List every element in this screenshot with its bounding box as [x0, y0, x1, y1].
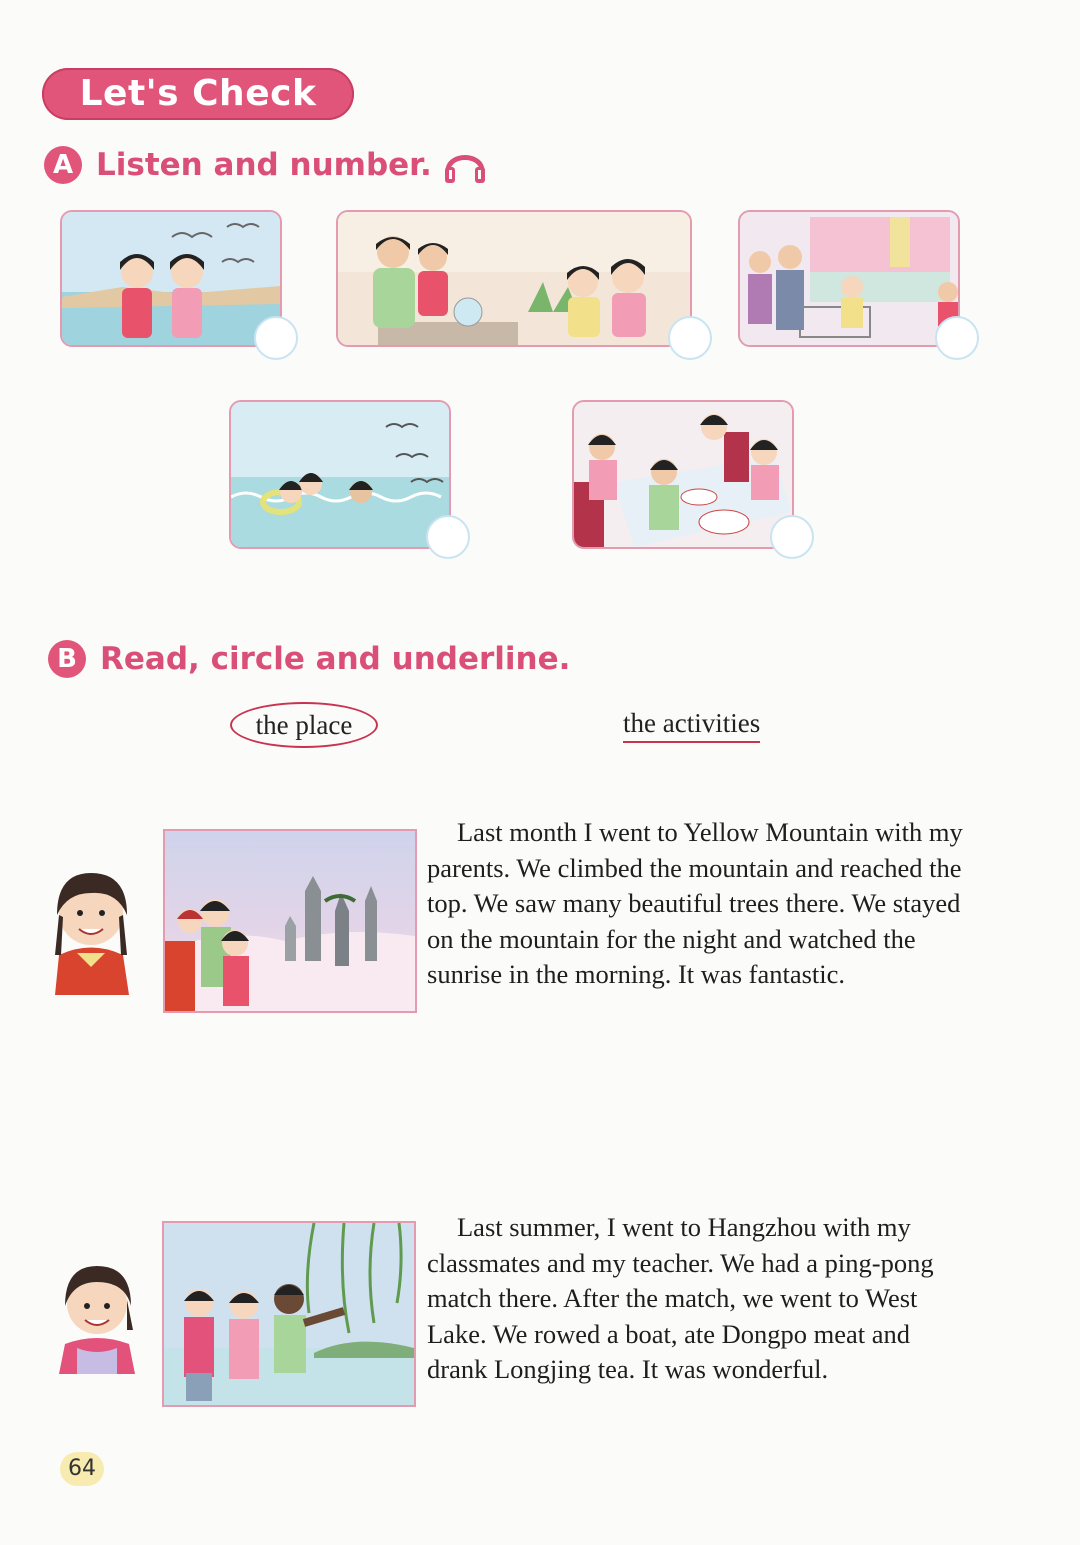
listen-picture-3	[738, 210, 960, 347]
section-a-badge: A	[44, 146, 82, 184]
answer-circle-2[interactable]	[668, 316, 712, 360]
listen-picture-2	[336, 210, 692, 347]
passage-2-text: Last summer, I went to Hangzhou with my classmates and my teacher. We had a ping-pong match there. After the match, we went to West Lake. We rowed a boat, ate Dongpo meat and drank Longjing tea. It was wonderful.	[427, 1212, 934, 1385]
passage-1-text: Last month I went to Yellow Mountain with my parents. We climbed the mountain and reached the top. We saw many beautiful trees there. We stayed on the mountain for the night and watched the sunrise in the morning. It was fantastic.	[427, 817, 963, 990]
west-lake-photo	[162, 1221, 416, 1407]
listen-picture-1	[60, 210, 282, 347]
girl-avatar-2	[55, 1252, 139, 1374]
listen-picture-4	[229, 400, 451, 549]
section-b-badge: B	[48, 640, 86, 678]
answer-circle-4[interactable]	[426, 515, 470, 559]
headphones-icon[interactable]	[442, 143, 488, 189]
page-number: 64	[60, 1452, 104, 1486]
answer-circle-3[interactable]	[935, 316, 979, 360]
underlined-label-activities: the activities	[623, 706, 760, 743]
section-b-heading: Read, circle and underline.	[100, 641, 571, 677]
answer-circle-1[interactable]	[254, 316, 298, 360]
page-title: Let's Check	[79, 73, 317, 114]
answer-circle-5[interactable]	[770, 515, 814, 559]
circled-label-place: the place	[230, 702, 378, 748]
girl-avatar-1	[45, 855, 137, 995]
yellow-mountain-photo	[163, 829, 417, 1013]
section-a-heading: Listen and number.	[96, 147, 432, 183]
listen-picture-5	[572, 400, 794, 549]
